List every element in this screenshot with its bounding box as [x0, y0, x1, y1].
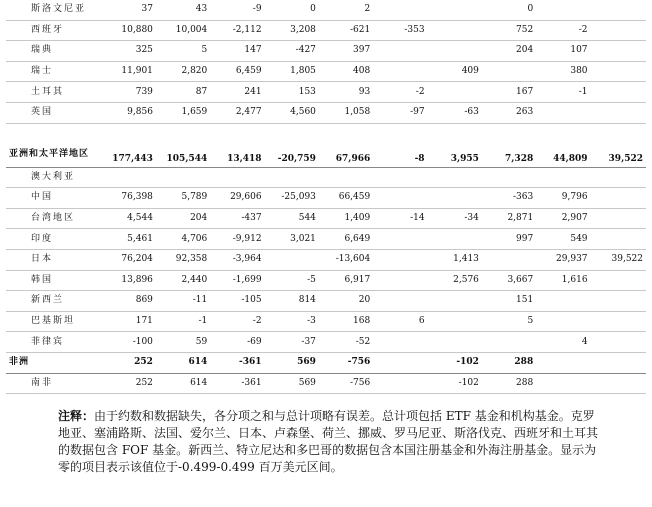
- table-row: [6, 332, 646, 353]
- table-cell: 569: [265, 352, 319, 373]
- table-cell: -34: [428, 208, 482, 229]
- table-cell: 76,204: [102, 249, 156, 270]
- table-cell: 43: [156, 0, 210, 20]
- table-row: [6, 102, 646, 123]
- table-cell: 5,789: [156, 188, 210, 209]
- row-label: 台湾地区: [6, 208, 102, 229]
- table-row: [6, 249, 646, 270]
- table-row: [6, 373, 646, 394]
- table-cell: 1,409: [319, 208, 373, 229]
- row-label: 印度: [6, 229, 102, 250]
- table-cell: 167: [482, 82, 536, 103]
- table-cell: 2,907: [536, 208, 590, 229]
- table-row: [6, 188, 646, 209]
- row-label: 菲律宾: [6, 332, 102, 353]
- table-cell: 1,058: [319, 102, 373, 123]
- table-cell: 3,667: [482, 270, 536, 291]
- table-cell: 380: [536, 61, 590, 82]
- table-cell: -2: [210, 311, 264, 332]
- table-cell: -25,093: [265, 188, 319, 209]
- table-cell: [591, 332, 646, 353]
- table-cell: [591, 188, 646, 209]
- table-cell: -437: [210, 208, 264, 229]
- table-cell: [373, 332, 427, 353]
- table-cell: 105,544: [156, 123, 210, 167]
- table-cell: [373, 291, 427, 312]
- table-cell: 408: [319, 61, 373, 82]
- table-cell: [428, 167, 482, 188]
- table-cell: 37: [102, 0, 156, 20]
- table-cell: -13,604: [319, 249, 373, 270]
- table-cell: 288: [482, 373, 536, 394]
- table-cell: 107: [536, 41, 590, 62]
- table-cell: 739: [102, 82, 156, 103]
- table-body: [6, 0, 646, 394]
- table-cell: -11: [156, 291, 210, 312]
- table-cell: 614: [156, 373, 210, 394]
- table-cell: [591, 373, 646, 394]
- row-label: 斯洛文尼亚: [6, 0, 102, 20]
- table-cell: [210, 167, 264, 188]
- table-row: [6, 0, 646, 20]
- row-label: 中国: [6, 188, 102, 209]
- table-cell: [591, 82, 646, 103]
- table-cell: -37: [265, 332, 319, 353]
- row-label: 非洲: [6, 352, 102, 373]
- table-cell: -1: [536, 82, 590, 103]
- table-cell: 325: [102, 41, 156, 62]
- table-cell: -3: [265, 311, 319, 332]
- table-cell: [156, 167, 210, 188]
- table-cell: [428, 82, 482, 103]
- table-row: [6, 311, 646, 332]
- table-cell: 29,606: [210, 188, 264, 209]
- table-cell: -105: [210, 291, 264, 312]
- table-cell: 409: [428, 61, 482, 82]
- table-cell: 6,917: [319, 270, 373, 291]
- table-cell: [591, 291, 646, 312]
- table-cell: [591, 352, 646, 373]
- table-cell: [373, 0, 427, 20]
- table-cell: 252: [102, 373, 156, 394]
- table-cell: -427: [265, 41, 319, 62]
- table-cell: -5: [265, 270, 319, 291]
- row-label: 韩国: [6, 270, 102, 291]
- table-cell: [591, 20, 646, 41]
- table-cell: -2: [536, 20, 590, 41]
- table-cell: [591, 61, 646, 82]
- table-cell: 66,459: [319, 188, 373, 209]
- table-cell: 13,418: [210, 123, 264, 167]
- table-cell: 7,328: [482, 123, 536, 167]
- row-label: 瑞士: [6, 61, 102, 82]
- table-cell: [373, 41, 427, 62]
- table-cell: -52: [319, 332, 373, 353]
- table-cell: 151: [482, 291, 536, 312]
- table-cell: [265, 167, 319, 188]
- table-cell: -1,699: [210, 270, 264, 291]
- table-cell: [428, 291, 482, 312]
- table-cell: 204: [156, 208, 210, 229]
- table-cell: 0: [265, 0, 319, 20]
- table-cell: [591, 41, 646, 62]
- table-cell: -20,759: [265, 123, 319, 167]
- table-cell: 252: [102, 352, 156, 373]
- table-cell: [591, 0, 646, 20]
- table-cell: -100: [102, 332, 156, 353]
- table-cell: -2: [373, 82, 427, 103]
- table-cell: [482, 61, 536, 82]
- table-cell: [482, 249, 536, 270]
- table-cell: 1,659: [156, 102, 210, 123]
- table-cell: -9: [210, 0, 264, 20]
- table-cell: [536, 311, 590, 332]
- table-row: [6, 208, 646, 229]
- table-cell: [428, 41, 482, 62]
- table-cell: [536, 102, 590, 123]
- table-cell: [319, 167, 373, 188]
- table-cell: [265, 249, 319, 270]
- table-row: [6, 20, 646, 41]
- table-cell: 6,459: [210, 61, 264, 82]
- table-cell: 20: [319, 291, 373, 312]
- table-cell: 11,901: [102, 61, 156, 82]
- table-row: [6, 270, 646, 291]
- table-cell: 153: [265, 82, 319, 103]
- table-cell: -1: [156, 311, 210, 332]
- table-cell: 10,004: [156, 20, 210, 41]
- table-cell: 2: [319, 0, 373, 20]
- table-cell: -361: [210, 352, 264, 373]
- row-label: 南非: [6, 373, 102, 394]
- table-cell: 4: [536, 332, 590, 353]
- table-cell: 0: [482, 0, 536, 20]
- table-cell: [591, 208, 646, 229]
- table-cell: 76,398: [102, 188, 156, 209]
- row-label: 新西兰: [6, 291, 102, 312]
- table-cell: [428, 188, 482, 209]
- table-cell: -3,964: [210, 249, 264, 270]
- table-cell: 92,358: [156, 249, 210, 270]
- table-cell: [482, 332, 536, 353]
- table-cell: 4,560: [265, 102, 319, 123]
- row-label: 西班牙: [6, 20, 102, 41]
- region-row: [6, 123, 646, 167]
- table-cell: 39,522: [591, 123, 646, 167]
- table-cell: -97: [373, 102, 427, 123]
- table-cell: 869: [102, 291, 156, 312]
- table-cell: 39,522: [591, 249, 646, 270]
- table-cell: 2,871: [482, 208, 536, 229]
- table-cell: [428, 229, 482, 250]
- table-cell: 3,021: [265, 229, 319, 250]
- table-cell: 6,649: [319, 229, 373, 250]
- table-cell: [373, 188, 427, 209]
- table-cell: 614: [156, 352, 210, 373]
- table-cell: [373, 352, 427, 373]
- table-cell: [591, 311, 646, 332]
- table-cell: 569: [265, 373, 319, 394]
- table-cell: 2,440: [156, 270, 210, 291]
- table-cell: [591, 167, 646, 188]
- table-cell: 10,880: [102, 20, 156, 41]
- row-label: 日本: [6, 249, 102, 270]
- row-label: 土耳其: [6, 82, 102, 103]
- table-cell: -363: [482, 188, 536, 209]
- table-cell: [102, 167, 156, 188]
- table-cell: 2,820: [156, 61, 210, 82]
- footnote-text: 由于约数和数据缺失，各分项之和与总计项略有误差。总计项包括 ETF 基金和机构基金。克罗地亚、塞浦路斯、法国、爱尔兰、日本、卢森堡、荷兰、挪威、罗马尼亚、斯洛伐克、西班牙和土耳其的数据包含 FOF 基金。新西兰、特立尼达和多巴哥的数据包含本国注册基金和外海注册基金。显示为零的项目表示该值位于-0.499-0.499 百万美元区间。: [58, 409, 599, 474]
- table-row: [6, 229, 646, 250]
- table-cell: 241: [210, 82, 264, 103]
- table-cell: [373, 270, 427, 291]
- table-cell: 814: [265, 291, 319, 312]
- table-cell: 1,616: [536, 270, 590, 291]
- row-label: 英国: [6, 102, 102, 123]
- table-cell: [536, 373, 590, 394]
- table-cell: 5,461: [102, 229, 156, 250]
- table-cell: [428, 20, 482, 41]
- table-cell: 87: [156, 82, 210, 103]
- table-cell: -8: [373, 123, 427, 167]
- table-cell: 997: [482, 229, 536, 250]
- footnote-label: 注释：: [58, 409, 95, 423]
- table-cell: [591, 270, 646, 291]
- table-row: [6, 291, 646, 312]
- table-cell: 59: [156, 332, 210, 353]
- table-cell: 171: [102, 311, 156, 332]
- table-cell: -9,912: [210, 229, 264, 250]
- row-label: 亚洲和太平洋地区: [6, 123, 102, 167]
- table-cell: 147: [210, 41, 264, 62]
- table-cell: 2,477: [210, 102, 264, 123]
- table-cell: [373, 249, 427, 270]
- table-cell: [428, 0, 482, 20]
- table-row: [6, 61, 646, 82]
- table-cell: 6: [373, 311, 427, 332]
- table-cell: -2,112: [210, 20, 264, 41]
- table-cell: 9,796: [536, 188, 590, 209]
- table-cell: 3,208: [265, 20, 319, 41]
- table-cell: 549: [536, 229, 590, 250]
- table-cell: 4,706: [156, 229, 210, 250]
- table-cell: -756: [319, 373, 373, 394]
- table-cell: -353: [373, 20, 427, 41]
- table-cell: [536, 167, 590, 188]
- table-cell: 4,544: [102, 208, 156, 229]
- table-cell: 752: [482, 20, 536, 41]
- table-cell: [591, 102, 646, 123]
- table-row: [6, 167, 646, 188]
- table-cell: 288: [482, 352, 536, 373]
- table-cell: 5: [482, 311, 536, 332]
- table-cell: 177,443: [102, 123, 156, 167]
- table-cell: 1,805: [265, 61, 319, 82]
- footnote: [58, 408, 598, 476]
- table-cell: [536, 291, 590, 312]
- table-cell: [373, 167, 427, 188]
- table-cell: -621: [319, 20, 373, 41]
- table-cell: [428, 332, 482, 353]
- table-cell: 544: [265, 208, 319, 229]
- table-cell: 93: [319, 82, 373, 103]
- table-cell: -63: [428, 102, 482, 123]
- region-row: [6, 352, 646, 373]
- table-cell: [536, 352, 590, 373]
- table-cell: 5: [156, 41, 210, 62]
- row-label: 瑞典: [6, 41, 102, 62]
- table-cell: 44,809: [536, 123, 590, 167]
- table-cell: 263: [482, 102, 536, 123]
- row-label: 巴基斯坦: [6, 311, 102, 332]
- table-cell: -361: [210, 373, 264, 394]
- table-cell: [428, 311, 482, 332]
- table-cell: -14: [373, 208, 427, 229]
- table-cell: [373, 373, 427, 394]
- table-cell: [373, 229, 427, 250]
- table-cell: 67,966: [319, 123, 373, 167]
- table-cell: 9,856: [102, 102, 156, 123]
- table-cell: -102: [428, 352, 482, 373]
- fund-flows-table: [6, 0, 646, 394]
- table-cell: 29,937: [536, 249, 590, 270]
- table-cell: 397: [319, 41, 373, 62]
- table-cell: 3,955: [428, 123, 482, 167]
- table-cell: 1,413: [428, 249, 482, 270]
- table-row: [6, 41, 646, 62]
- table-cell: 2,576: [428, 270, 482, 291]
- table-cell: -102: [428, 373, 482, 394]
- table-cell: -756: [319, 352, 373, 373]
- table-cell: 168: [319, 311, 373, 332]
- table-cell: [373, 61, 427, 82]
- table-cell: 13,896: [102, 270, 156, 291]
- table-cell: [536, 0, 590, 20]
- row-label: 澳大利亚: [6, 167, 102, 188]
- table-cell: [591, 229, 646, 250]
- table-row: [6, 82, 646, 103]
- table-cell: -69: [210, 332, 264, 353]
- table-cell: [482, 167, 536, 188]
- table-cell: 204: [482, 41, 536, 62]
